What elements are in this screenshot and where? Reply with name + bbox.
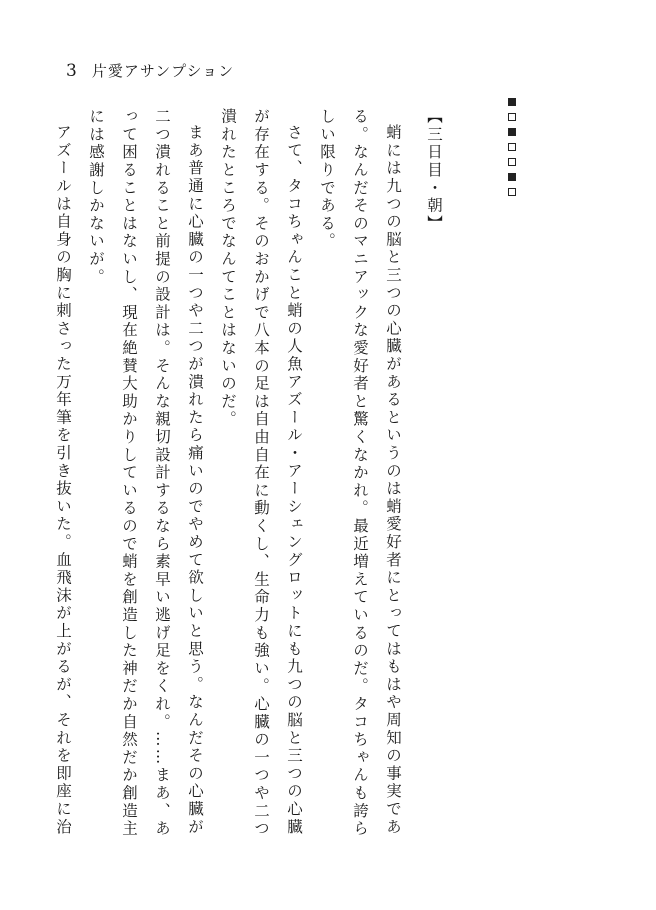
paragraph: アズールは自身の胸に刺さった万年筆を引き抜いた。血飛沫が上がるが、それを即座に治 — [54, 123, 72, 836]
progress-markers — [508, 98, 518, 203]
page-number: 3 — [66, 61, 78, 81]
vertical-text-body — [46, 108, 450, 848]
scene-heading: 【三日目・朝】 — [425, 108, 443, 233]
paragraph: さて、タコちゃんこと蛸の人魚アズール・アーシェングロットにも九つの脳と三つの心臓が存在する。そのおかげで八本の足は自由自在に動くし、生命力も強い。心臓の一つや二つ潰れたところでなんてことはないのだ。 — [219, 108, 303, 838]
page-header — [66, 60, 234, 81]
paragraph: まあ普通に心臓の一つや二つが潰れたら痛いのでやめて欲しいと思う。なんだその心臓が二つ潰れること前提の設計は。そんな親切設計するなら素早い逃げ足をくれ。……まあ、あって困ることはないし、現在絶賛大助かりしているので蛸を創造した神だか自然だか創造主には感謝しかないが。 — [87, 108, 204, 838]
filled-square-icon — [508, 98, 516, 106]
empty-square-icon — [508, 143, 516, 151]
chapter-title: 片愛アサンプション — [91, 62, 235, 80]
empty-square-icon — [508, 113, 516, 121]
empty-square-icon — [508, 188, 516, 196]
paragraph: 蛸には九つの脳と三つの心臓があるというのは蛸愛好者にとってはもはや周知の事実である。なんだそのマニアックな愛好者と驚くなかれ。最近増えているのだ。タコちゃんも誇らしい限りである。 — [318, 108, 402, 838]
empty-square-icon — [508, 158, 516, 166]
filled-square-icon — [508, 128, 516, 136]
filled-square-icon — [508, 173, 516, 181]
